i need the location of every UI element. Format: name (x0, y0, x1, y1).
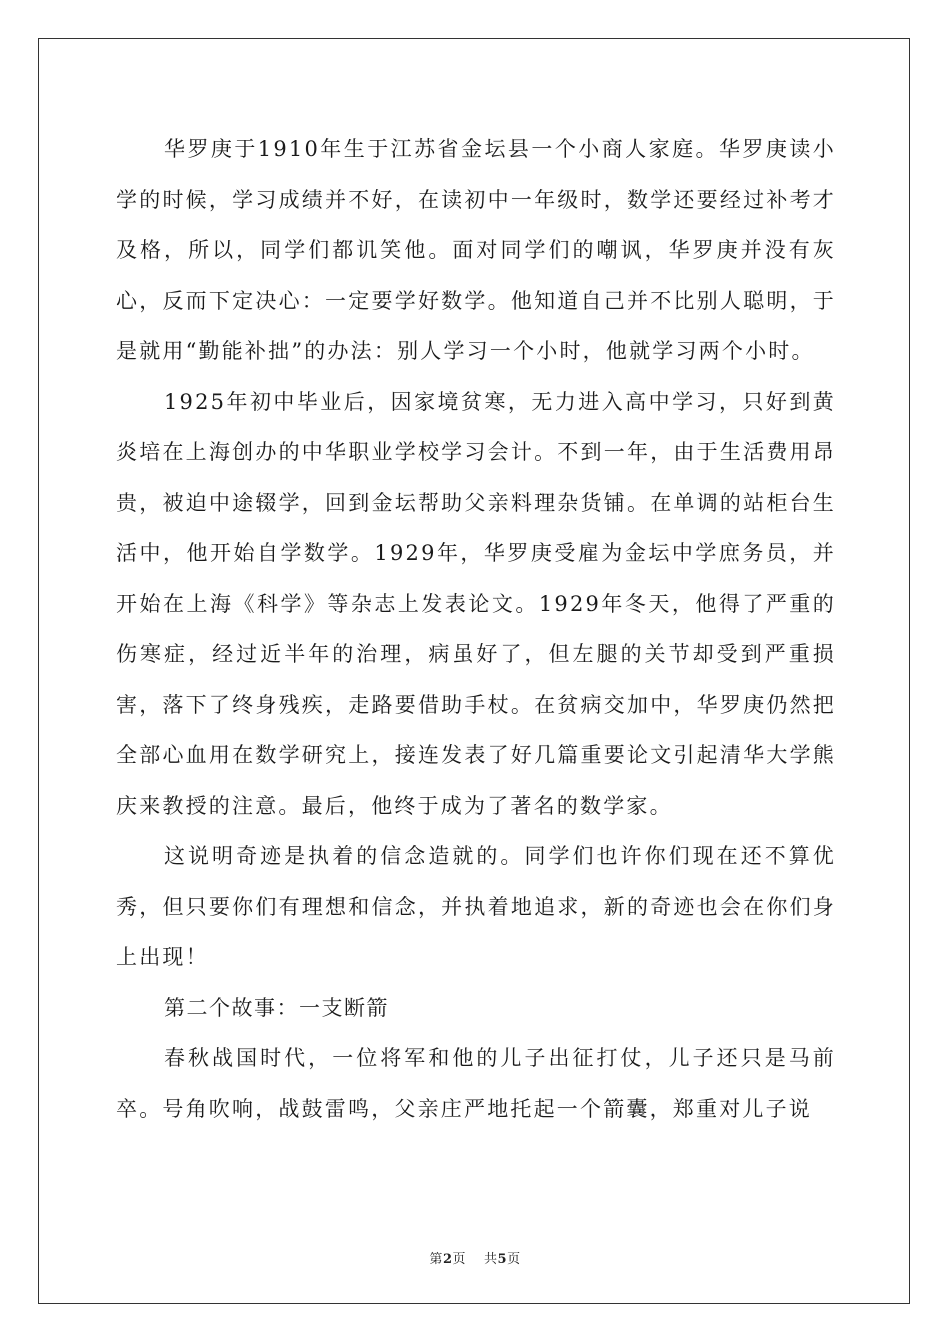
paragraph-broken-arrow-story: 春秋战国时代，一位将军和他的儿子出征打仗，儿子还只是马前卒。号角吹响，战鼓雷鸣，父亲庄严地托起一个箭囊，郑重对儿子说 (116, 1046, 836, 1121)
page-footer (0, 1248, 950, 1267)
story-heading: 第二个故事：一支断箭 (164, 995, 389, 1020)
total-prefix: 共 (484, 1252, 498, 1267)
page-prefix: 第 (429, 1252, 443, 1267)
paragraph-hua-luogeng-childhood: 华罗庚于1910年生于江苏省金坛县一个小商人家庭。华罗庚读小学的时候，学习成绩并不好，在读初中一年级时，数学还要经过补考才及格，所以，同学们都讥笑他。面对同学们的嘲讽，华罗庚并没有灰心，反而下定决心：一定要学好数学。他知道自己并不比别人聪明，于是就用“勤能补拙”的办法：别人学习一个小时，他就学习两个小时。 (116, 137, 836, 363)
paragraph-hua-luogeng-self-study: 1925年初中毕业后，因家境贫寒，无力进入高中学习，只好到黄炎培在上海创办的中华职业学校学习会计。不到一年，由于生活费用昂贵，被迫中途辍学，回到金坛帮助父亲料理杂货铺。在单调的站柜台生活中，他开始自学数学。1929年，华罗庚受雇为金坛中学庶务员，并开始在上海《科学》等杂志上发表论文。1929年冬天，他得了严重的伤寒症，经过近半年的治理，病虽好了，但左腿的关节却受到严重损害，落下了终身残疾，走路要借助手杖。在贫病交加中，华罗庚仍然把全部心血用在数学研究上，接连发表了好几篇重要论文引起清华大学熊庆来教授的注意。最后，他终于成为了著名的数学家。 (116, 389, 836, 818)
current-page-number: 2 (442, 1252, 453, 1267)
total-page-number: 5 (497, 1252, 508, 1267)
document-body (116, 124, 836, 1134)
paragraph-moral: 这说明奇迹是执着的信念造就的。同学们也许你们现在还不算优秀，但只要你们有理想和信念，并执着地追求，新的奇迹也会在你们身上出现！ (116, 844, 836, 969)
page-suffix: 页 (452, 1252, 466, 1267)
total-suffix: 页 (507, 1252, 521, 1267)
